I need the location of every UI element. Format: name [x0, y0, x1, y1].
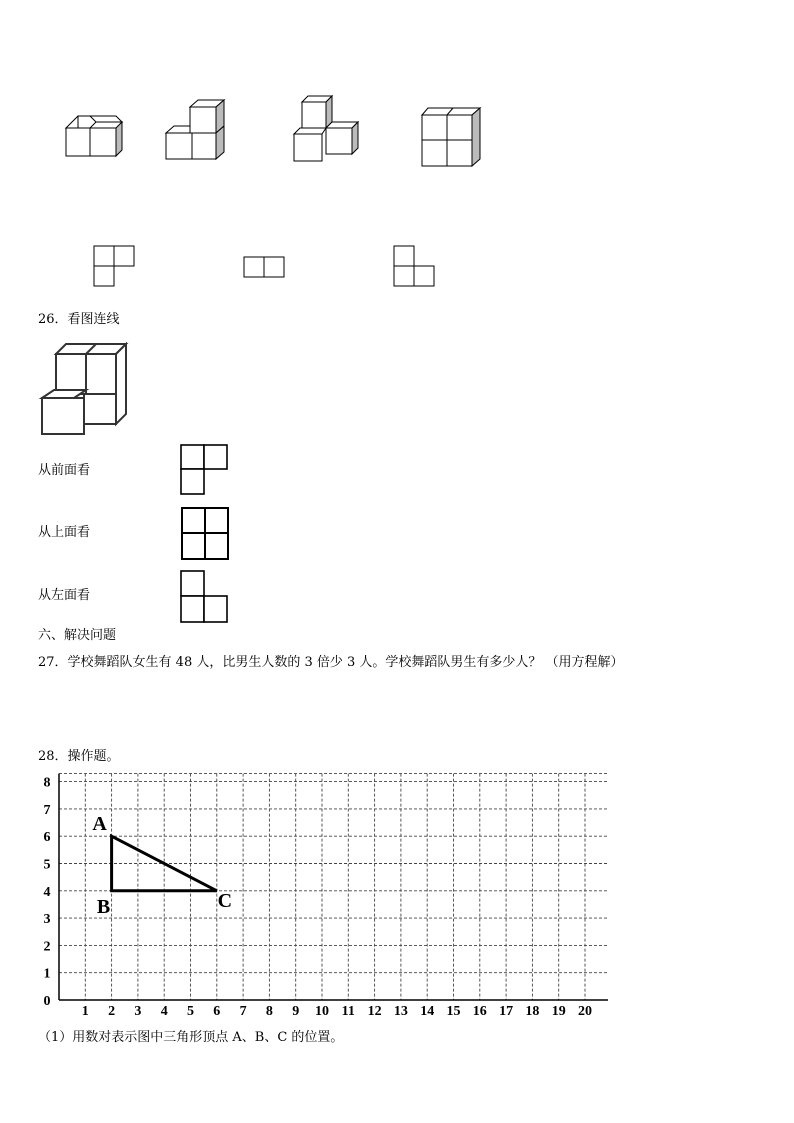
x-tick-label: 18 [525, 1004, 540, 1019]
vertex-label-b: B [96, 895, 111, 918]
y-tick-label: 5 [43, 857, 51, 873]
x-tick-label: 12 [367, 1004, 382, 1019]
question-27-text: 27．学校舞蹈队女生有 48 人，比男生人数的 3 倍少 3 人。学校舞蹈队男生有多少人？ （用方程解） [38, 655, 624, 670]
cube-figure-2 [162, 98, 232, 162]
left-view-shape [180, 570, 232, 626]
x-tick-label: 4 [160, 1004, 168, 1019]
x-tick-label: 19 [551, 1004, 566, 1019]
x-tick-label: 14 [420, 1004, 435, 1019]
top-view-shape [181, 507, 233, 563]
y-tick-label: 8 [43, 775, 51, 791]
x-tick-label: 2 [108, 1004, 116, 1019]
view-label-left: 从左面看 [38, 588, 91, 603]
question-26-label: 26．看图连线 [38, 312, 120, 327]
x-tick-label: 5 [187, 1004, 194, 1019]
section-6-title: 六、解决问题 [38, 628, 117, 643]
view-shape-3 [393, 245, 438, 290]
x-tick-label: 17 [499, 1004, 514, 1019]
y-tick-label: 6 [43, 830, 51, 846]
cube-figure-4 [418, 105, 488, 170]
y-tick-label: 4 [43, 884, 51, 900]
question-28-sub1: （1）用数对表示图中三角形顶点 A、B、C 的位置。 [38, 1030, 344, 1045]
view-shape-2 [243, 256, 288, 281]
x-tick-label: 9 [292, 1004, 300, 1019]
x-tick-label: 10 [315, 1004, 329, 1019]
front-view-shape [180, 444, 232, 498]
x-tick-label: 8 [265, 1004, 273, 1019]
x-tick-label: 11 [341, 1004, 355, 1019]
view-shape-1 [93, 245, 138, 290]
x-tick-label: 3 [134, 1004, 142, 1019]
cube-solid-figure [38, 340, 133, 440]
y-tick-label: 7 [43, 802, 51, 818]
y-tick-label: 0 [43, 994, 51, 1009]
view-label-front: 从前面看 [38, 463, 91, 478]
x-tick-label: 7 [239, 1004, 247, 1019]
y-tick-label: 2 [43, 939, 51, 955]
x-tick-label: 13 [393, 1004, 408, 1019]
question-28-title: 28．操作题。 [38, 749, 120, 764]
x-tick-label: 1 [81, 1004, 89, 1019]
cube-figure-1 [60, 110, 130, 160]
x-tick-label: 16 [472, 1004, 487, 1019]
x-tick-label: 15 [446, 1004, 461, 1019]
view-label-top: 从上面看 [38, 525, 91, 540]
cube-figure-3 [290, 94, 365, 166]
coordinate-grid [28, 775, 618, 1023]
x-tick-label: 20 [578, 1004, 592, 1019]
vertex-label-a: A [92, 813, 107, 836]
vertex-label-c: C [217, 889, 233, 912]
x-tick-label: 6 [213, 1004, 221, 1019]
y-tick-label: 1 [43, 966, 51, 982]
y-tick-label: 3 [43, 912, 51, 928]
